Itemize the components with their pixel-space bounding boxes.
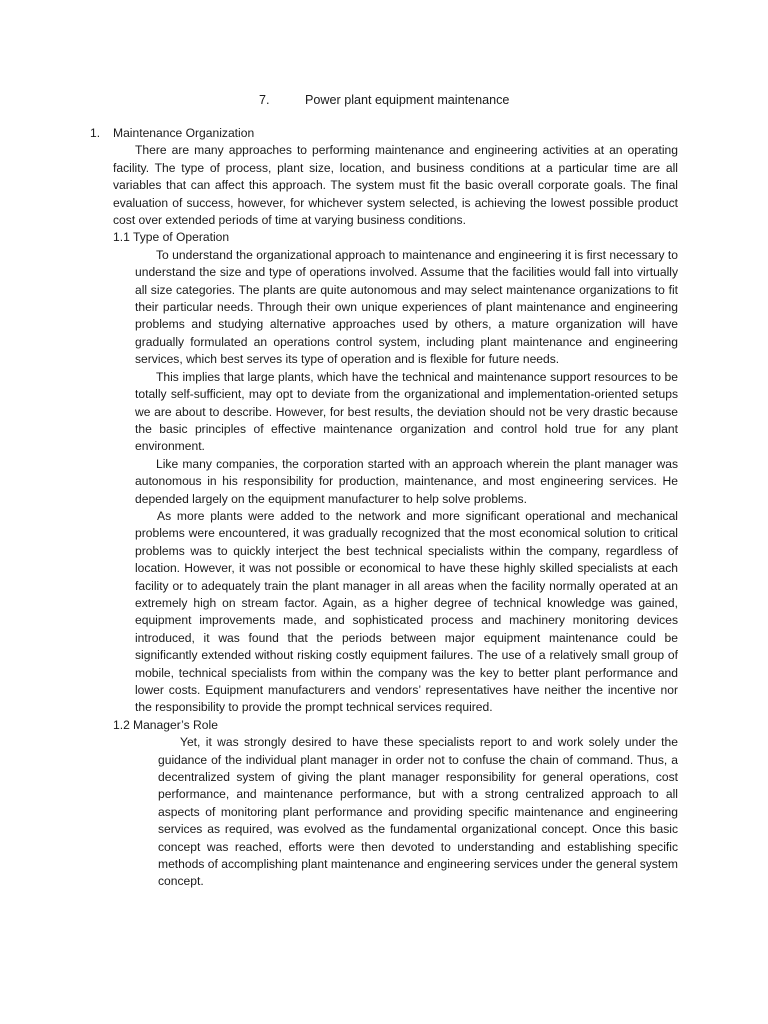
section-heading-maintenance-organization — [90, 125, 678, 142]
paragraph: Yet, it was strongly desired to have these specialists report to and work solely under the guidance of the individual plant manager in order not to confuse the chain of command. Thus, a decentralized system of giving the plant manager responsibility for general operations, cost performance, and maintenance performance, but with a strong centralized approach to all aspects of monitoring plant performance and providing specific maintenance and engineering services as required, was evolved as the fundamental organizational concept. Once this basic concept was reached, efforts were then devoted to understanding and establishing specific methods of accomplishing plant maintenance and engineering services under the general system concept. — [158, 735, 678, 889]
section-heading-text: Maintenance Organization — [113, 126, 255, 140]
subsection-heading-managers-role — [90, 717, 678, 734]
subsection-heading-text: Type of Operation — [133, 230, 230, 245]
subsection-number: 1.1 — [113, 230, 130, 245]
section-number: 1. — [90, 126, 101, 140]
paragraph: There are many approaches to performing maintenance and engineering activities at an operating facility. The type of process, plant size, location, and business conditions at a particular time are all variables that can affect this approach. The system must fit the basic overall corporate goals. The final evaluation of success, however, for whichever system selected, is achieving the lowest possible product cost over extended periods of time at varying business conditions. — [113, 143, 678, 228]
subsection-heading-text: Manager’s Role — [133, 717, 218, 732]
title-number: 7. — [259, 93, 270, 107]
title-text: Power plant equipment maintenance — [305, 93, 510, 107]
paragraph: As more plants were added to the network and more significant operational and mechanical problems were encountered, it was gradually recognized that the most economical solution to critical problems was to quickly interject the best technical specialists within the company, regardless of location. However, it was not possible or economical to have these highly skilled specialists at each facility or to adequately train the plant manager in all areas when the facility normally operated at an extremely high on stream factor. Again, as a higher degree of technical knowledge was gained, equipment improvements made, and sophisticated process and machinery monitoring devices introduced, it was found that the periods between major equipment maintenance could be significantly extended without risking costly equipment failures. The use of a relatively small group of mobile, technical specialists from within the company was the key to better plant performance and lower costs. Equipment manufacturers and vendors’ representatives have neither the incentive nor the responsibility to provide the prompt technical services required. — [135, 508, 678, 715]
subsection-heading-type-of-operation — [90, 229, 678, 246]
subsection-number: 1.2 — [113, 717, 130, 732]
paragraph: This implies that large plants, which have the technical and maintenance support resources to be totally self-sufficient, may opt to deviate from the organizational and implementation-oriented setups we are about to describe. However, for best results, the deviation should not be very drastic because the basic principles of effective maintenance organization and control hold true for any plant environment. — [135, 369, 678, 454]
paragraph: Like many companies, the corporation started with an approach wherein the plant manager was autonomous in his responsibility for production, maintenance, and most engineering services. He depended largely on the equipment manufacturer to help solve problems. — [135, 456, 678, 506]
paragraph: To understand the organizational approach to maintenance and engineering it is first necessary to understand the size and type of operations involved. Assume that the facilities would fall into virtually all size categories. The plants are quite autonomous and may select maintenance organizations to fit their particular needs. Through their own unique experiences of plant maintenance and engineering problems and studying alternative approaches used by others, a mature organization will have gradually formulated an operations control system, including plant maintenance and engineering services, which best serves its type of operation and is flexible for future needs. — [135, 247, 678, 367]
document-title — [0, 92, 768, 110]
document-body — [90, 125, 678, 891]
